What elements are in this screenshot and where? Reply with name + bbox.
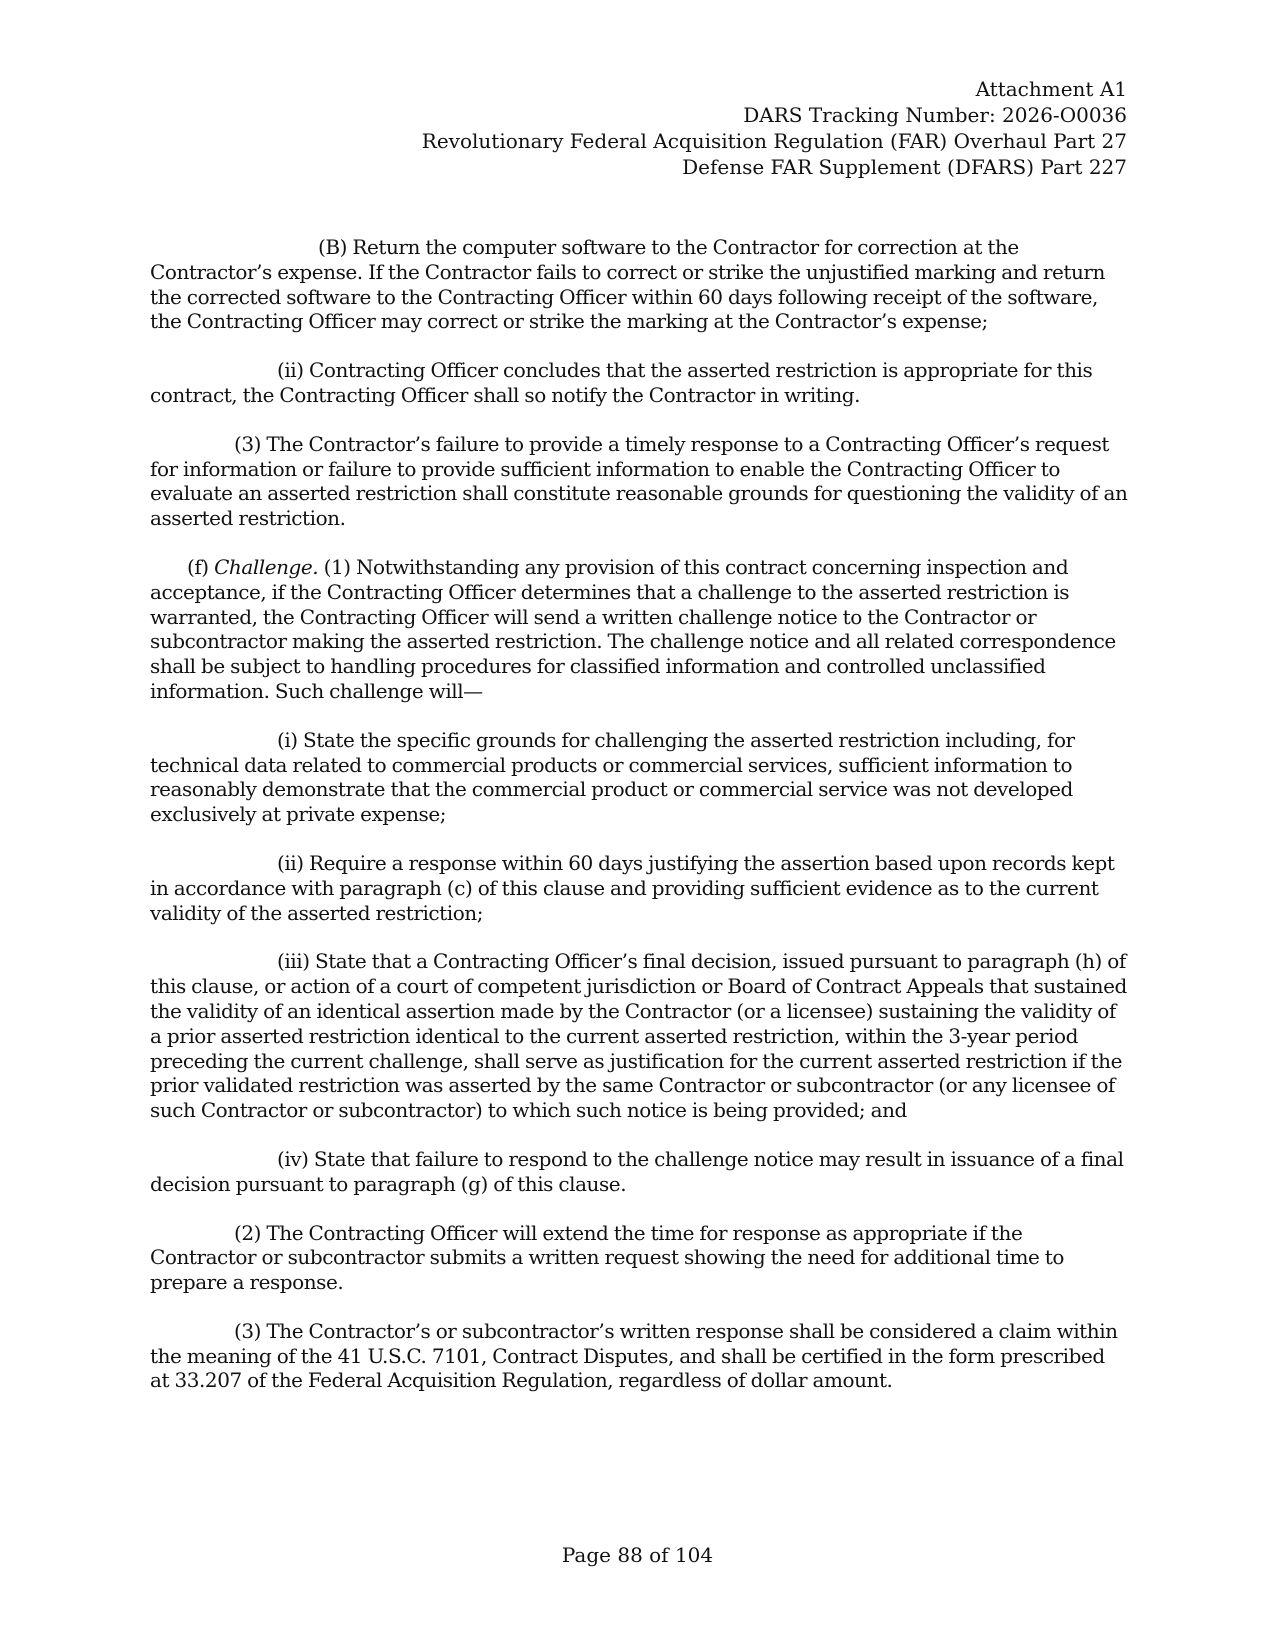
- paragraph-f-text: (1) Notwithstanding any provision of this contract concerning inspection and acceptance, if the Contracting Officer determines that a challenge to the asserted restriction is warranted, the Contracting Officer will send a written challenge notice to the Contractor or subcontractor making the asserted restriction. The challenge notice and all related correspondence shall be subject to handling procedures for classified information and controlled unclassified information. Such challenge will—: [150, 554, 1116, 703]
- document-body: [150, 235, 1128, 1393]
- header-tracking-number: DARS Tracking Number: 2026-O0036: [743, 103, 1127, 127]
- paragraph-b-return-software: (B) Return the computer software to the Contractor for correction at the Contractor’s expense. If the Contractor fails to correct or strike the unjustified marking and return the corrected software to the Contracting Officer within 60 days following receipt of the software, the Contracting Officer may correct or strike the marking at the Contractor’s expense;: [150, 235, 1105, 334]
- paragraph-iv-failure-notice: (iv) State that failure to respond to the challenge notice may result in issuance of a final decision pursuant to paragraph (g) of this clause.: [150, 1146, 1124, 1196]
- paragraph-ii-restriction-appropriate: (ii) Contracting Officer concludes that the asserted restriction is appropriate for this contract, the Contracting Officer shall so notify the Contractor in writing.: [150, 358, 1093, 407]
- paragraph-2-extend-time: (2) The Contracting Officer will extend the time for response as appropriate if the Contractor or subcontractor submits a written request showing the need for additional time to prepare a response.: [150, 1220, 1064, 1295]
- page-number: Page 88 of 104: [561, 1543, 714, 1567]
- paragraph-3-failure-to-respond: (3) The Contractor’s failure to provide a timely response to a Contracting Officer’s request for information or failure to provide sufficient information to enable the Contracting Officer to evaluate an asserted restriction shall constitute reasonable grounds for questioning the validity of an asserted restriction.: [150, 431, 1128, 531]
- header-far-part: Revolutionary Federal Acquisition Regulation (FAR) Overhaul Part 27: [421, 129, 1127, 153]
- document-header: [422, 76, 1127, 180]
- paragraph-f-challenge: [150, 555, 1128, 704]
- paragraph-3-written-response-claim: (3) The Contractor’s or subcontractor’s written response shall be considered a claim within the meaning of the 41 U.S.C. 7101, Contract Disputes, and shall be certified in the form prescribed at 33.207 of the Federal Acquisition Regulation, regardless of dollar amount.: [150, 1318, 1118, 1393]
- paragraph-f-heading: Challenge.: [214, 554, 319, 579]
- paragraph-ii-require-response: (ii) Require a response within 60 days justifying the assertion based upon records kept in accordance with paragraph (c) of this clause and providing sufficient evidence as to the current validity of the asserted restriction;: [150, 850, 1115, 925]
- header-dfars-part: Defense FAR Supplement (DFARS) Part 227: [682, 155, 1127, 179]
- paragraph-i-state-grounds: (i) State the specific grounds for challenging the asserted restriction including, for technical data related to commercial products or commercial services, sufficient information to reasonably demonstrate that the commercial product or commercial service was not developed exclusively at private expense;: [150, 727, 1075, 827]
- paragraph-f-label: (f): [187, 554, 215, 579]
- paragraph-iii-final-decision: (iii) State that a Contracting Officer’s final decision, issued pursuant to paragraph (h) of this clause, or action of a court of competent jurisdiction or Board of Contract Appeals that sustained the validity of an identical assertion made by the Contractor (or a licensee) sustaining the validity of a prior asserted restriction identical to the current asserted restriction, within the 3-year period preceding the current challenge, shall serve as justification for the current asserted restriction if the prior validated restriction was asserted by the same Contractor or subcontractor (or any licensee of such Contractor or subcontractor) to which such notice is being provided; and: [150, 949, 1127, 1123]
- header-attachment: Attachment A1: [975, 77, 1127, 101]
